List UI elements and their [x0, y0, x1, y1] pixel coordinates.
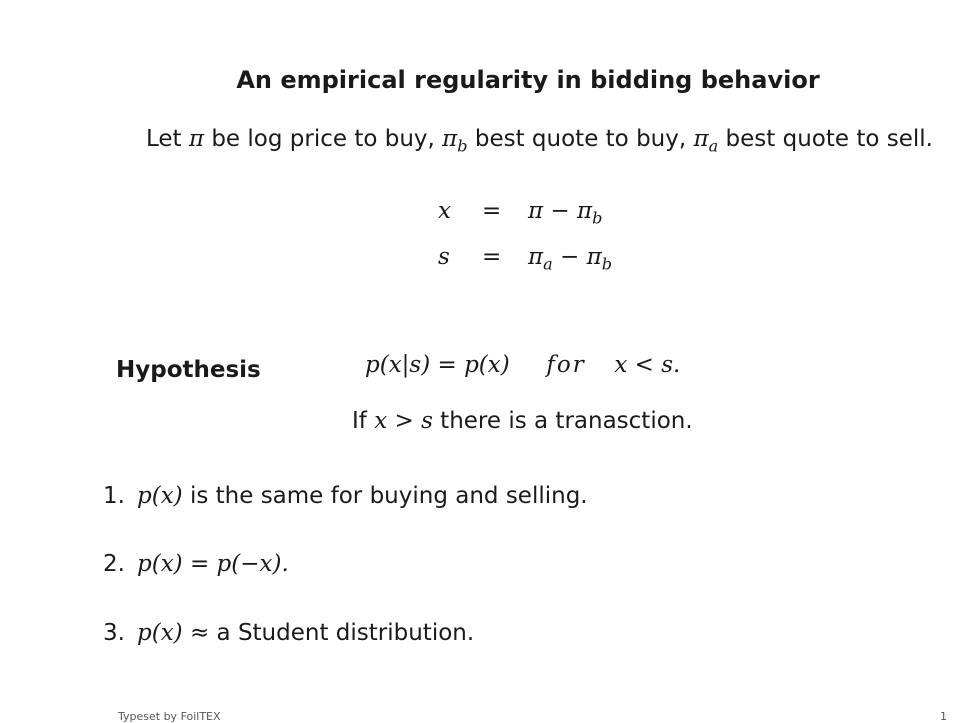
equation-x-lhs: x	[438, 198, 451, 224]
pi-symbol: π	[188, 126, 205, 152]
equation-s-rhs	[528, 244, 613, 274]
equation-x-rhs-base: π − π	[528, 198, 593, 224]
equals-sign: =	[482, 244, 502, 270]
equation-s-rhs-b-sub: b	[601, 254, 613, 274]
equation-s-op	[482, 244, 501, 270]
pi-a-sub: a	[708, 136, 719, 156]
slide-title: An empirical regularity in bidding behavior	[236, 66, 820, 94]
hypothesis-formula-for: for	[546, 352, 586, 378]
equation-x-rhs	[528, 198, 603, 228]
equation-s-lhs: s	[438, 244, 450, 270]
hypothesis-note-math: x > s	[374, 408, 433, 434]
hypothesis-formula-main: p(x|s) = p(x)	[365, 352, 510, 378]
hypothesis-note-t1: If	[352, 408, 375, 434]
footer-typeset-note: Typeset by FoilTEX	[118, 710, 221, 723]
list-item-text: ≈ a Student distribution.	[182, 620, 475, 646]
equation-s-rhs-b: − π	[552, 244, 602, 270]
list-item-text: is the same for buying and selling.	[182, 483, 588, 509]
hypothesis-label: Hypothesis	[116, 357, 261, 383]
list-item-number: 2.	[103, 551, 125, 577]
list-item-number: 1.	[103, 483, 125, 509]
hypothesis-note	[352, 408, 693, 434]
intro-text-2: be log price to buy,	[204, 126, 443, 152]
equation-s-rhs-a-sub: a	[543, 254, 553, 274]
list-item-math: p(x) = p(−x).	[137, 551, 289, 577]
hypothesis-note-t2: there is a tranasction.	[432, 408, 693, 434]
list-item-math: p(x)	[137, 620, 183, 646]
list-item	[103, 551, 289, 577]
pi-a-symbol	[693, 126, 719, 156]
equals-sign: =	[482, 198, 502, 224]
intro-sentence	[146, 126, 933, 156]
equation-x-op	[482, 198, 501, 224]
list-item	[103, 483, 588, 509]
pi-b-base: π	[442, 126, 458, 152]
equation-x	[0, 198, 960, 228]
page-number: 1	[940, 710, 947, 723]
pi-b-sub: b	[457, 136, 468, 156]
equation-x-rhs-sub: b	[592, 208, 603, 228]
equation-s-rhs-a: π	[528, 244, 544, 270]
list-item	[103, 620, 474, 646]
hypothesis-formula	[365, 352, 680, 378]
hypothesis-formula-cond: x < s.	[614, 352, 681, 378]
intro-text-1: Let	[146, 126, 189, 152]
intro-text-4: best quote to sell.	[718, 126, 933, 152]
equation-s	[0, 244, 960, 274]
pi-b-symbol	[442, 126, 468, 156]
list-item-math: p(x)	[137, 483, 183, 509]
pi-a-base: π	[693, 126, 709, 152]
intro-text-3: best quote to buy,	[467, 126, 694, 152]
list-item-number: 3.	[103, 620, 125, 646]
